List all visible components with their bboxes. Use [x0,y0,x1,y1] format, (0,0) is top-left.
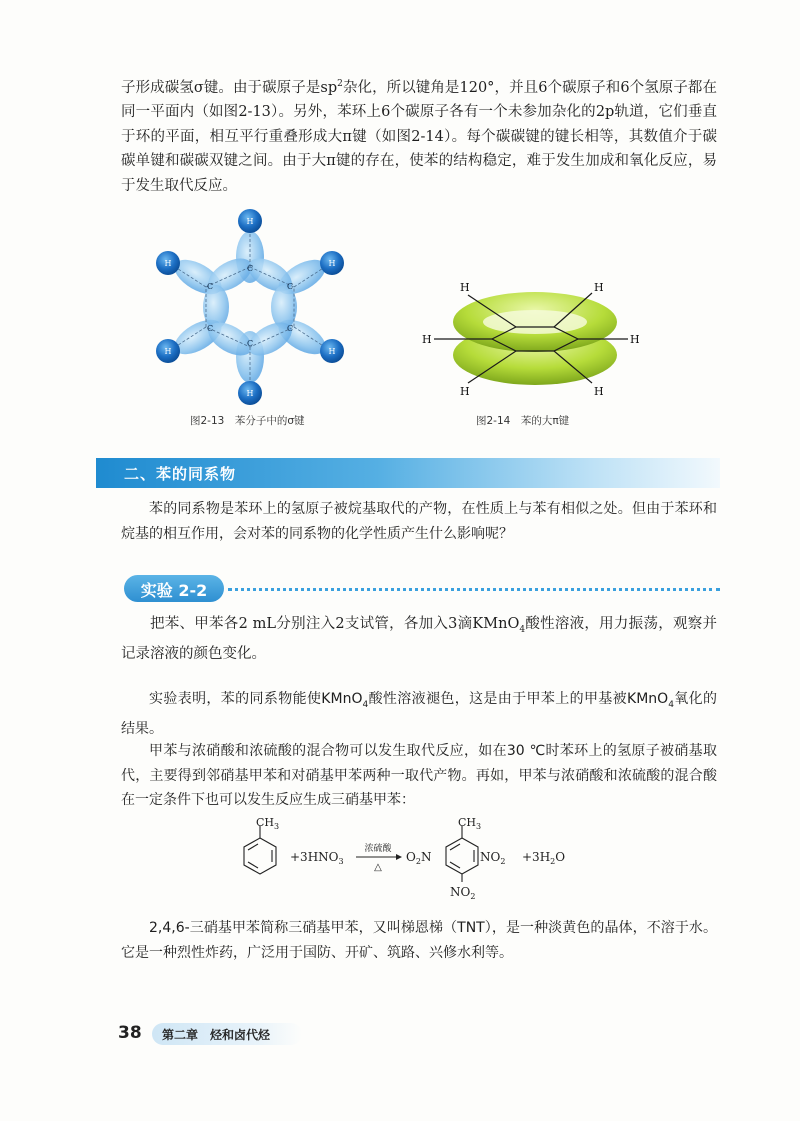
result-text-1: 实验表明，苯的同系物能使KMnO [149,691,363,707]
svg-text:C: C [206,324,214,333]
reaction-arrow [356,842,402,873]
svg-text:H: H [246,389,254,398]
figure-benzene-sigma [150,205,350,410]
page-number: 38 [118,1023,142,1043]
experiment-divider [228,588,720,591]
svg-text:H: H [422,333,432,346]
nitration-paragraph: 甲苯与浓硝酸和浓硫酸的混合物可以发生取代反应，如在30 ℃时苯环上的氢原子被硝基取代，主要得到邻硝基甲苯和对硝基甲苯两种一取代产物。再如，甲苯与浓硝酸和浓硫酸的混合酸在一定条件下也可以发生反应生成三硝基甲苯： [121,743,717,808]
experiment-text-2: 酸性溶液，用力振荡，观察并记录溶液的颜色变化。 [121,616,717,663]
svg-text:H: H [594,281,604,294]
figure-benzene-pi [420,275,650,405]
reagent-text: $+3HNO_3$ [290,850,344,866]
intro-text-1: 子形成碳氢σ键。由于碳原子是sp [121,79,338,96]
toluene-structure [244,818,279,874]
section-title: 二、苯的同系物 [124,465,237,483]
experiment-title: 实验 2-2 [140,581,208,600]
section-paragraph: 苯的同系物是苯环上的氢原子被烷基取代的产物，在性质上与苯有相似之处。但由于苯环和烷基的相互作用，会对苯的同系物的化学性质产生什么影响呢？ [121,501,717,542]
result-sub-2: 4 [668,699,674,710]
chapter-footer [152,1023,302,1045]
svg-text:浓硫酸: 浓硫酸 [364,844,392,854]
result-text-2: 酸性溶液褪色，这是由于甲苯上的甲基被KMnO [368,691,669,707]
sigma-lobes [169,231,331,383]
figure-2-14-caption: 图2-14 苯的大π键 [476,415,570,427]
intro-paragraph [121,72,717,198]
figure-2-13-caption: 图2-13 苯分子中的σ键 [190,415,305,427]
svg-text:C: C [246,339,254,348]
experiment-badge [124,575,224,602]
svg-text:C: C [286,282,294,291]
svg-text:H: H [164,347,172,356]
svg-text:H: H [630,333,640,346]
result-paragraph [121,687,717,742]
result-sub-1: 4 [362,699,369,710]
chapter-label: 第二章 烃和卤代烃 [162,1028,271,1042]
experiment-text-1: 把苯、甲苯各2 mL分别注入2支试管，各加入3滴KMnO [150,616,520,632]
water-text: $+3H_2O$ [522,850,566,866]
intro-sup: 2 [337,79,343,89]
svg-text:H: H [328,259,336,268]
svg-text:H: H [164,259,172,268]
svg-text:NO2: $NO_2$ [480,850,506,866]
experiment-text [121,612,717,667]
svg-text:H: H [328,347,336,356]
tnt-structure [406,818,505,900]
svg-text:H: H [460,385,470,398]
svg-text:H: H [594,385,604,398]
svg-text:△: △ [374,862,382,873]
svg-text:CH3: $CH_3$ [256,818,280,831]
svg-text:CH3: $CH_3$ [458,818,482,831]
intro-text-2: 杂化，所以键角是120°，并且6个碳原子和6个氢原子都在同一平面内（如图2-13）。另外，苯环上6个碳原子各有一个未参加杂化的2p轨道，它们垂直于环的平面，相互平行重叠形成大π键（如图2-14）。每个碳碳键的键长相等，其数值介于碳碳单键和碳碳双键之间。由于大π键的存在，使苯的结构稳定，难于发生加成和氧化反应，易于发生取代反应。 [121,79,718,194]
svg-text:H: H [460,281,470,294]
tnt-paragraph: 2,4,6-三硝基甲苯简称三硝基甲苯，又叫梯恩梯（TNT），是一种淡黄色的晶体，不溶于水。它是一种烈性炸药，广泛用于国防、开矿、筑路、兴修水利等。 [121,920,717,961]
nitration-reaction [238,818,598,900]
svg-text:C: C [286,324,294,333]
section-header-bar [96,458,720,488]
svg-text:O2N: $O_2N$ [406,850,432,866]
result-text-3: 氧化的结果。 [121,691,717,738]
svg-text:NO2: $NO_2$ [450,885,476,900]
svg-text:C: C [246,264,254,273]
svg-text:H: H [246,217,254,226]
sigma-bond-lines [172,225,328,389]
experiment-sub: 4 [519,624,526,635]
svg-text:C: C [206,282,214,291]
